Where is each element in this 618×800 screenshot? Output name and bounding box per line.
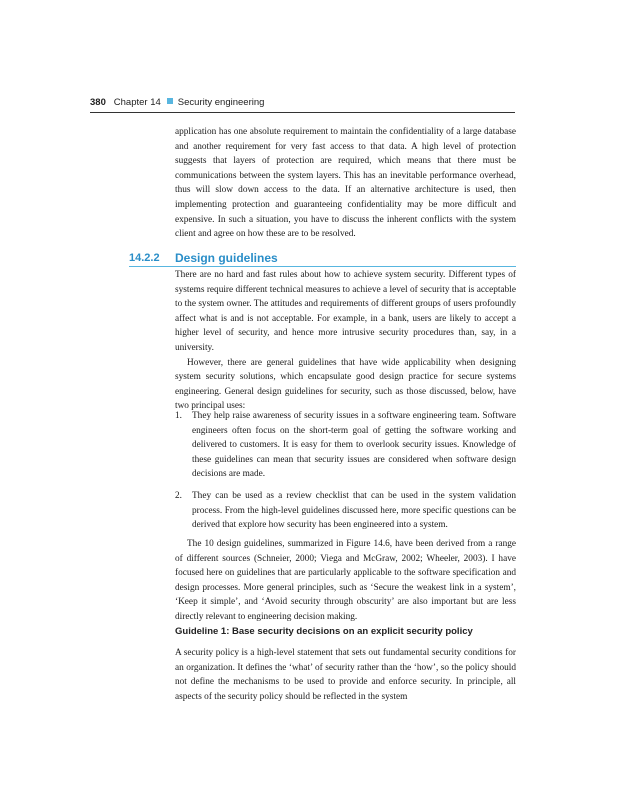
intro-text: application has one absolute requirement to maintain the confidentiality of a large database and another requirement for very fast access to that data. A high level of protection suggests that layers of protection are required, which means that there must be communications between the system layers. This has an inevitable performance overhead, thus will slow down access to the data. If an alternative architecture is used, then implementing protection and guaranteeing confidentiality may be more difficult and expensive. In such a situation, you have to discuss the inherent conflicts with the system client and agree on how these are to be resolved. bbox=[175, 127, 516, 240]
section-body bbox=[175, 268, 516, 414]
header-rule bbox=[90, 112, 515, 113]
chapter-title: Security engineering bbox=[177, 97, 265, 108]
section-title: Design guidelines bbox=[175, 251, 278, 265]
page-number: 380 bbox=[90, 97, 106, 108]
paragraph-1: There are no hard and fast rules about how to achieve system security. Different types of systems require different technical measures to achieve a level of security that is acceptable to the system owner. The attitudes and requirements of different groups of users profoundly affect what is and is not acceptable. For example, in a bank, users are likely to accept a higher level of security, and hence more intrusive security procedures than, say, in a university. bbox=[175, 270, 516, 353]
paragraph-4: A security policy is a high-level statement that sets out fundamental security conditions for an organization. It defines the ‘what’ of security rather than the ‘how’, so the policy should not define the mechanisms to be used to provide and enforce security. In principle, all aspects of the security policy should be reflected in the system bbox=[175, 648, 516, 702]
guideline-heading: Guideline 1: Base security decisions on an explicit security policy bbox=[175, 626, 473, 637]
paragraph-4-block bbox=[175, 646, 516, 704]
paragraph-3: The 10 design guidelines, summarized in Figure 14.6, have been derived from a range of different sources (Schneier, 2000; Viega and McGraw, 2002; Wheeler, 2003). I have focused here on guidelines that are particularly applicable to the software specification and design processes. More general principles, such as ‘Secure the weakest link in a system’, ‘Keep it simple’, and ‘Avoid security through obscurity’ are also important but are less directly relevant to engineering decision making. bbox=[175, 539, 516, 622]
list-item-number: 2. bbox=[175, 490, 182, 501]
list-item bbox=[175, 489, 516, 533]
list-item-number: 1. bbox=[175, 411, 182, 421]
intro-paragraph bbox=[175, 125, 516, 242]
list-item-text: They can be used as a review checklist that can be used in the system validation process. From the high-level guidelines discussed here, more specific questions can be derived that explore how security has been engineered into a system. bbox=[192, 490, 516, 531]
square-bullet-icon bbox=[167, 98, 173, 104]
section-rule bbox=[129, 266, 516, 267]
section-number: 14.2.2 bbox=[129, 252, 160, 264]
paragraph-3-block bbox=[175, 537, 516, 625]
running-header bbox=[90, 97, 515, 111]
paragraph-2: However, there are general guidelines that have wide applicability when designing system security solutions, which encapsulate good design practice for secure systems engineering. General design guidelines for security, such as those discussed, below, have two principal uses: bbox=[175, 357, 516, 412]
numbered-list bbox=[175, 409, 516, 540]
list-item bbox=[175, 409, 516, 482]
list-item-text: They help raise awareness of security issues in a software engineering team. Software engineers often focus on the short-term goal of getting the software working and delivered to customers. It is easy for them to overlook security issues. Knowledge of these guidelines can mean that security issues are considered when software design decisions are made. bbox=[192, 411, 516, 480]
chapter-label: Chapter 14 bbox=[113, 97, 161, 108]
